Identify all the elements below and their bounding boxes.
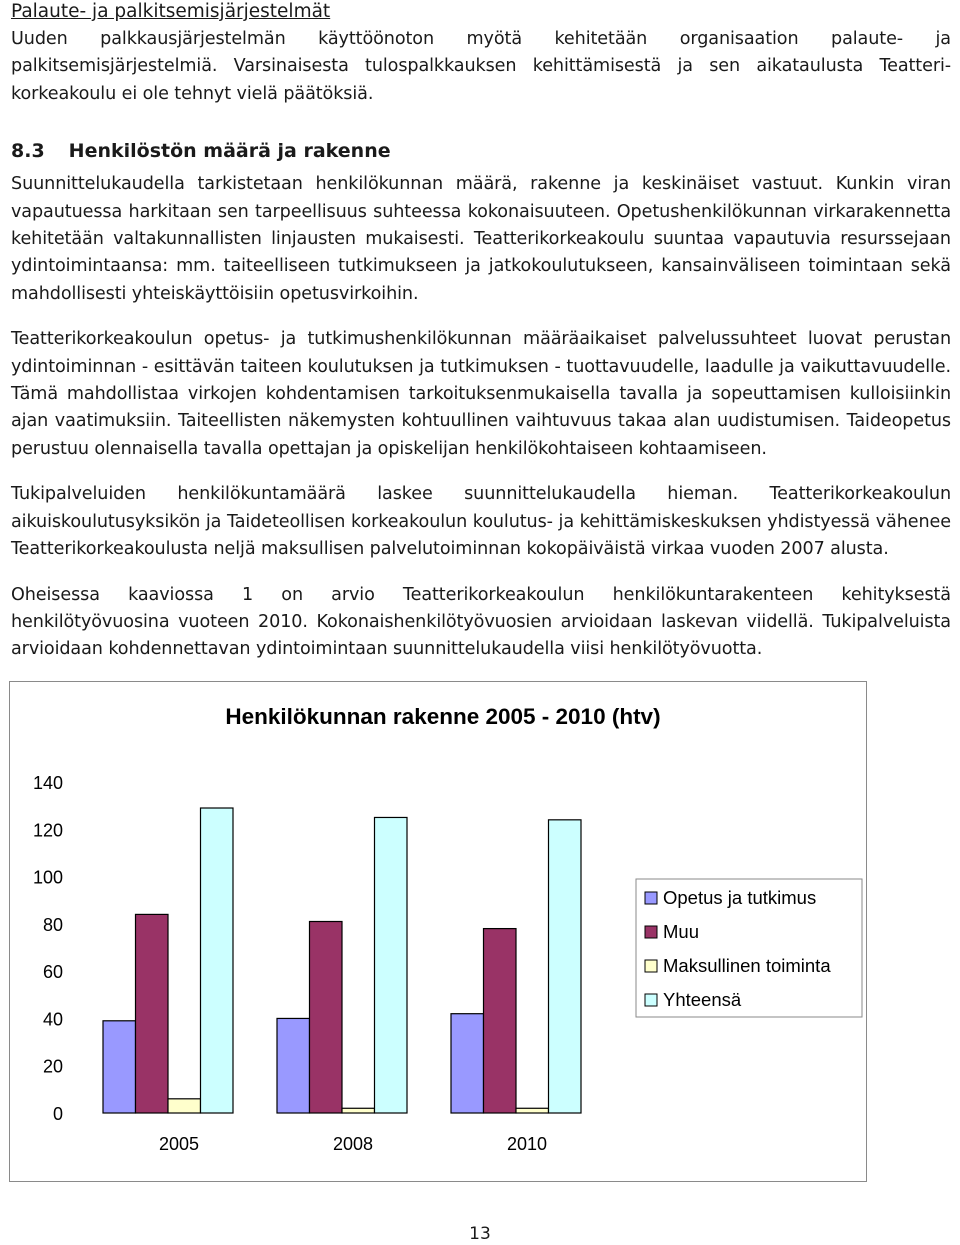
- y-tick-label: 80: [42, 914, 63, 935]
- subsection-title: Henkilöstön määrä ja rakenne: [68, 140, 391, 163]
- bar: [549, 820, 582, 1113]
- legend-swatch: [645, 960, 657, 972]
- chart-container: [9, 681, 867, 1182]
- paragraph-1: Uuden palkkausjärjestelmän käyttöönoton myötä kehitetään organisaation palaute- ja palkitsemisjärjestelmiä. Varsinaisesta tulospalkkauksen kehittämisestä ja sen aikataulusta Teatteri-korkeakoulu ei ole tehnyt vielä päätöksiä.: [11, 29, 951, 104]
- paragraph-3: Teatterikorkeakoulun opetus- ja tutkimushenkilökunnan määräaikaiset palvelussuhteet luovat perustan ydintoiminnan - esittävän taiteen koulutuksen ja tutkimuksen - tuottavuudelle, laadulle ja vaikuttavuudelle. Tämä mahdollistaa virkojen kohdentamisen tarkoituksenmukaisella tavalla ja sopeuttamisen kulloisiinkin ajan vaatimuksiin. Taiteellisten näkemysten kohtuullinen vaihtuvuus takaa alan uudistumisen. Taideopetus perustuu olennaisella tavalla opettajan ja opiskelijan henkilökohtaiseen kohtaamiseen.: [11, 329, 951, 459]
- x-tick-label: 2008: [332, 1134, 374, 1154]
- page-number: 13: [469, 1224, 491, 1244]
- y-tick-label: 100: [32, 867, 63, 888]
- legend-label: Maksullinen toiminta: [663, 955, 831, 976]
- legend-label: Muu: [663, 921, 699, 942]
- paragraph-2: Suunnittelukaudella tarkistetaan henkilökunnan määrä, rakenne ja keskinäiset vastuut. Kunkin viran vapautuessa harkitaan sen tarpeellisuus suhteessa kokonaisuuteen. Opetushenkilökunnan virkarakennetta kehitetään valtakunnallisten linjausten mukaisesti. Teatterikorkeakoulu suuntaa vapautuvia resurssejaan ydintoimintaansa: mm. taiteelliseen tutkimukseen ja jatkokoulutukseen, kansainväliseen toimintaan sekä mahdollisesti yhteiskäyttöisiin opetusvirkoihin.: [11, 174, 951, 304]
- bar: [310, 921, 343, 1113]
- x-tick-label: 2010: [506, 1134, 548, 1154]
- bar: [136, 914, 169, 1113]
- y-tick-label: 140: [32, 773, 63, 793]
- legend-label: Yhteensä: [663, 989, 742, 1010]
- chart-title: Henkilökunnan rakenne 2005 - 2010 (htv): [225, 704, 661, 729]
- document-page: [11, 0, 951, 664]
- y-tick-label: 60: [42, 962, 63, 983]
- y-tick-label: 20: [42, 1056, 63, 1077]
- bar: [342, 1108, 375, 1113]
- paragraph-5: Oheisessa kaaviossa 1 on arvio Teatterikorkeakoulun henkilökuntarakenteen kehityksestä henkilötyövuosina vuoteen 2010. Kokonaishenkilötyövuosien arvioidaan laskevan viidellä. Tukipalveluista arvioidaan kohdennettavan ydintoimintaan suunnittelukaudella viisi henkilötyövuotta.: [11, 584, 951, 660]
- bar: [375, 817, 408, 1113]
- legend-label: Opetus ja tutkimus: [663, 887, 817, 908]
- x-tick-label: 2005: [158, 1134, 200, 1154]
- bar-chart: [10, 682, 868, 1183]
- bar: [516, 1108, 549, 1113]
- bar: [484, 929, 517, 1113]
- subsection-heading: [11, 138, 951, 165]
- section-heading: Palaute- ja palkitsemisjärjestelmät: [11, 1, 331, 22]
- legend-swatch: [645, 926, 657, 938]
- y-tick-label: 0: [52, 1104, 63, 1124]
- legend-swatch: [645, 892, 657, 904]
- subsection-number: 8.3: [11, 140, 45, 163]
- bar: [168, 1099, 201, 1113]
- bar: [277, 1018, 310, 1113]
- bar: [451, 1014, 484, 1113]
- bar: [103, 1021, 136, 1113]
- paragraph-4: Tukipalveluiden henkilökuntamäärä laskee suunnittelukaudella hieman. Teatterikorkeakoulun aikuiskoulutusyksikön ja Taideteollisen korkeakoulun koulutus- ja kehittämiskeskuksen yhdistyessä vähenee Teatterikorkeakoulusta neljä maksullisen palvelutoiminnan kokopäiväistä virkaa vuoden 2007 alusta.: [11, 484, 951, 560]
- y-tick-label: 40: [42, 1009, 63, 1030]
- y-tick-label: 120: [32, 820, 63, 841]
- legend-swatch: [645, 994, 657, 1006]
- bar: [201, 808, 234, 1113]
